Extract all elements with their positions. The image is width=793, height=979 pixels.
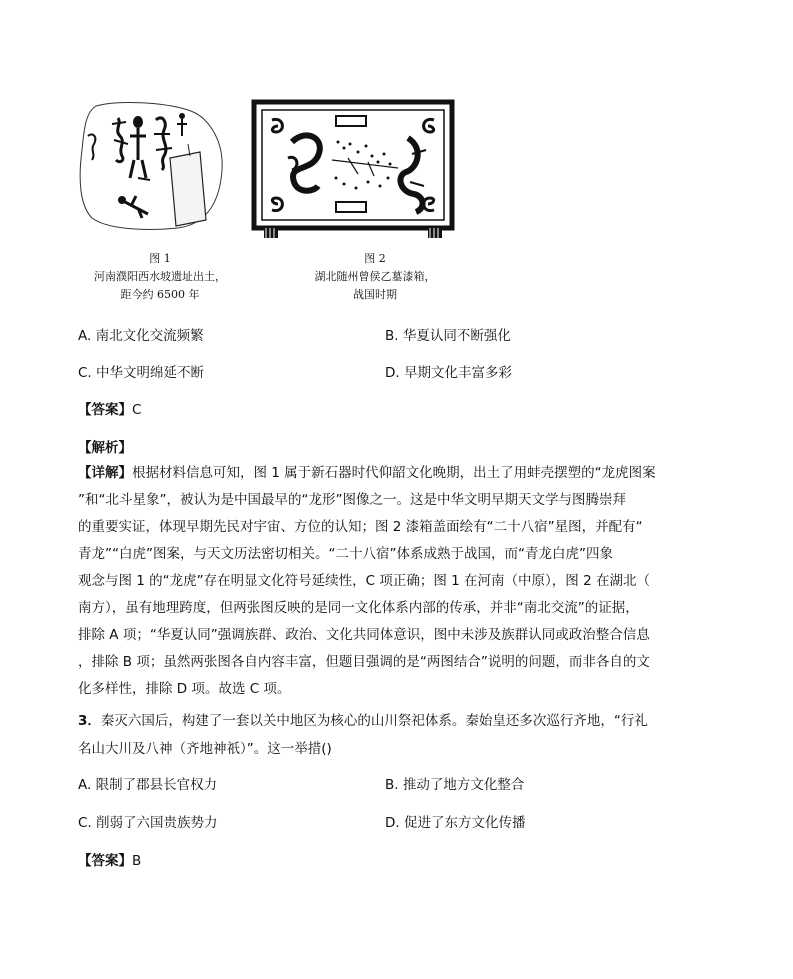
q2-analysis-label: 【解析】 [78,440,132,456]
q3-stem-line1: 秦灭六国后，构建了一套以关中地区为核心的山川祭祀体系。秦始皇还多次巡行齐地，“行礼 [100,713,648,729]
q3-option-d: D. 促进了东方文化传播 [385,815,526,831]
q3-stem-line2: 名山大川及八神（齐地神祇）”。这一举措() [78,741,332,757]
q3-option-b: B. 推动了地方文化整合 [385,777,525,793]
figure-2-caption-line2: 战国时期 [353,288,397,301]
analysis-line: 化多样性，排除 D 项。故选 C 项。 [78,681,291,697]
figure-1-caption [70,250,250,304]
q3-stem [78,707,718,763]
analysis-line: ”和“北斗星象”，被认为是中国最早的“龙形”图像之一。这是中华文明早期天文学与图腾崇拜 [78,492,626,508]
figure-2-label: 图 2 [364,252,386,265]
figure-1-caption-line2: 距今约 6500 年 [120,288,200,301]
figure-2-lacquer-box [248,98,458,242]
figure-1-caption-line1: 河南濮阳西水坡遗址出土， [94,270,226,283]
q3-answer-value: B [132,853,142,869]
analysis-line: ，排除 B 项；虽然两张图各自内容丰富，但题目强调的是“两图结合”说明的问题，而非各自的文 [78,654,650,670]
analysis-line: 观念与图 1 的“龙虎”存在明显文化符号延续性，C 项正确；图 1 在河南（中原），图 2 在湖北（ [78,573,650,589]
q3-answer-label: 【答案】 [78,853,132,869]
q2-option-a: A. 南北文化交流频繁 [78,328,204,344]
q2-answer-value: C [132,402,142,418]
q2-answer-label: 【答案】 [78,402,132,418]
q2-answer [78,400,141,420]
figure-1-tomb-sketch [78,100,228,232]
q2-analysis-text [78,460,718,703]
q3-number: 3． [78,713,101,729]
analysis-line: 南方），虽有地理跨度，但两张图反映的是同一文化体系内部的传承，并非“南北交流”的证据， [78,600,639,616]
q2-option-c: C. 中华文明绵延不断 [78,365,205,381]
figure-2-caption-line1: 湖北随州曾侯乙墓漆箱， [314,270,436,283]
detail-label: 【详解】 [78,465,132,481]
analysis-line: 排除 A 项；“华夏认同”强调族群、政治、文化共同体意识，图中未涉及族群认同或政治整合信息 [78,627,650,643]
q3-option-a: A. 限制了郡县长官权力 [78,777,218,793]
q3-answer [78,851,141,871]
figure-2-caption [285,250,465,304]
figure-1-label: 图 1 [149,252,171,265]
q2-option-b: B. 华夏认同不断强化 [385,328,511,344]
analysis-line: 的重要实证，体现早期先民对宇宙、方位的认知；图 2 漆箱盖面绘有“二十八宿”星图，并配有“ [78,519,643,535]
analysis-line: 【详解】根据材料信息可知，图 1 属于新石器时代仰韶文化晚期，出土了用蚌壳摆塑的“龙虎图案 [78,465,656,481]
analysis-line: 青龙”“白虎”图案，与天文历法密切相关。“二十八宿”体系成熟于战国，而“青龙白虎”四象 [78,546,613,562]
q2-option-d: D. 早期文化丰富多彩 [385,365,512,381]
q3-option-c: C. 削弱了六国贵族势力 [78,815,218,831]
